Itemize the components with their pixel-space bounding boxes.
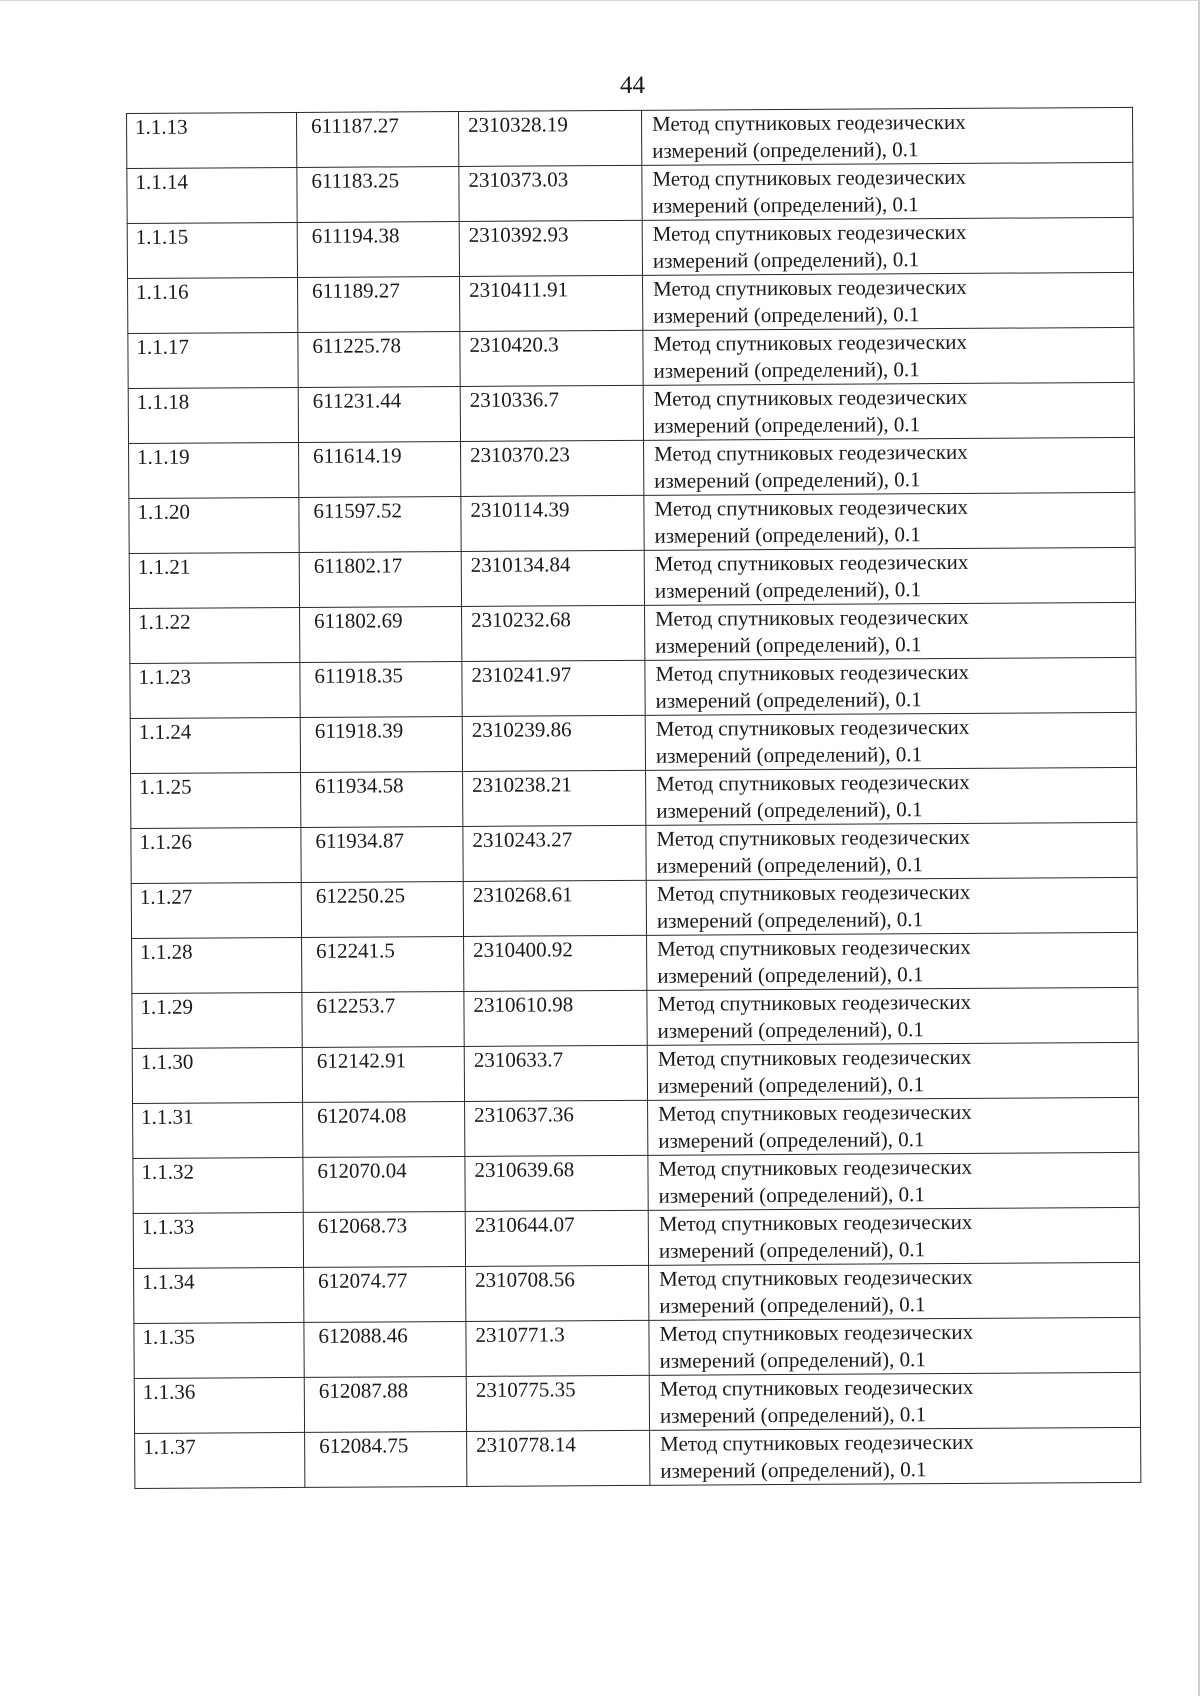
method-text-line-2: измерений (определений), 0.1	[656, 907, 924, 933]
x-coordinate-cell: 611934.58	[301, 771, 463, 827]
method-text-line-2: измерений (определений), 0.1	[652, 137, 919, 163]
point-number-cell: 1.1.26	[131, 827, 301, 883]
x-coordinate-cell: 612074.77	[304, 1266, 466, 1322]
x-coordinate-cell: 611802.69	[300, 606, 462, 662]
method-text-line-1: Метод спутниковых геодезических	[653, 384, 968, 411]
method-accuracy-cell	[647, 932, 1138, 990]
method-accuracy-cell	[643, 382, 1134, 440]
point-number-cell: 1.1.17	[128, 332, 298, 388]
table-row	[127, 162, 1133, 223]
coordinates-table-body	[127, 107, 1141, 1488]
method-accuracy-cell	[650, 1427, 1141, 1485]
y-coordinate-cell: 2310644.07	[465, 1210, 648, 1266]
point-number-cell: 1.1.32	[133, 1157, 303, 1213]
table-row	[135, 1427, 1141, 1488]
y-coordinate-cell: 2310637.36	[465, 1100, 648, 1156]
method-accuracy-cell	[644, 492, 1135, 550]
x-coordinate-cell: 611183.25	[297, 166, 459, 222]
method-accuracy-cell	[649, 1317, 1140, 1375]
point-number-cell: 1.1.31	[133, 1102, 303, 1158]
method-text-line-1: Метод спутниковых геодезических	[658, 1099, 972, 1126]
table-row	[129, 547, 1135, 608]
method-text-line-2: измерений (определений), 0.1	[655, 742, 923, 768]
point-number-cell: 1.1.15	[127, 222, 297, 278]
x-coordinate-cell: 612084.75	[305, 1431, 467, 1487]
table-row	[134, 1317, 1140, 1378]
method-accuracy-cell	[644, 547, 1135, 605]
page-number: 44	[620, 72, 645, 99]
method-text-line-2: измерений (определений), 0.1	[653, 412, 921, 438]
table-row	[132, 932, 1138, 993]
method-text-line-1: Метод спутниковых геодезических	[658, 1209, 973, 1236]
x-coordinate-cell: 611597.52	[299, 496, 461, 552]
y-coordinate-cell: 2310708.56	[466, 1265, 649, 1321]
method-text-line-2: измерений (определений), 0.1	[657, 1072, 925, 1098]
method-accuracy-cell	[643, 327, 1134, 385]
y-coordinate-cell: 2310373.03	[459, 165, 642, 221]
y-coordinate-cell: 2310411.91	[460, 275, 643, 331]
method-text-line-2: измерений (определений), 0.1	[654, 577, 922, 603]
method-accuracy-cell	[642, 217, 1133, 275]
point-number-cell: 1.1.27	[131, 882, 301, 938]
x-coordinate-cell: 611194.38	[297, 221, 459, 277]
point-number-cell: 1.1.24	[130, 717, 300, 773]
method-text-line-1: Метод спутниковых геодезических	[656, 769, 970, 796]
point-number-cell: 1.1.19	[129, 442, 299, 498]
method-accuracy-cell	[646, 767, 1137, 825]
method-text-line-2: измерений (определений), 0.1	[653, 302, 920, 328]
method-accuracy-cell	[648, 1152, 1139, 1210]
x-coordinate-cell: 611918.35	[300, 661, 462, 717]
y-coordinate-cell: 2310243.27	[463, 825, 646, 881]
method-text-line-1: Метод спутниковых геодезических	[659, 1264, 973, 1291]
point-number-cell: 1.1.20	[129, 497, 299, 553]
point-number-cell: 1.1.30	[132, 1047, 302, 1103]
x-coordinate-cell: 612142.91	[302, 1046, 464, 1102]
table-row	[129, 492, 1135, 553]
point-number-cell: 1.1.35	[134, 1322, 304, 1378]
method-text-line-1: Метод спутниковых геодезических	[652, 219, 967, 246]
point-number-cell: 1.1.23	[130, 662, 300, 718]
table-row	[128, 327, 1134, 388]
method-accuracy-cell	[645, 657, 1136, 715]
method-text-line-2: измерений (определений), 0.1	[656, 852, 923, 878]
y-coordinate-cell: 2310400.92	[464, 935, 647, 991]
method-text-line-1: Метод спутниковых геодезических	[657, 934, 971, 961]
point-number-cell: 1.1.29	[132, 992, 302, 1048]
y-coordinate-cell: 2310610.98	[464, 990, 647, 1046]
y-coordinate-cell: 2310370.23	[461, 440, 644, 496]
method-accuracy-cell	[646, 822, 1137, 880]
point-number-cell: 1.1.16	[128, 277, 298, 333]
y-coordinate-cell: 2310134.84	[461, 550, 644, 606]
method-text-line-1: Метод спутниковых геодезических	[653, 274, 967, 301]
x-coordinate-cell: 611614.19	[299, 441, 461, 497]
point-number-cell: 1.1.33	[133, 1212, 303, 1268]
table-row	[134, 1262, 1140, 1323]
y-coordinate-cell: 2310420.3	[460, 330, 643, 386]
method-text-line-2: измерений (определений), 0.1	[654, 467, 921, 493]
y-coordinate-cell: 2310639.68	[465, 1155, 648, 1211]
method-accuracy-cell	[643, 272, 1134, 330]
y-coordinate-cell: 2310114.39	[461, 495, 644, 551]
method-text-line-1: Метод спутниковых геодезических	[652, 109, 966, 136]
point-number-cell: 1.1.21	[129, 552, 299, 608]
y-coordinate-cell: 2310775.35	[466, 1375, 649, 1431]
y-coordinate-cell: 2310336.7	[460, 385, 643, 441]
table-row	[134, 1372, 1140, 1433]
table-row	[127, 217, 1133, 278]
method-text-line-2: измерений (определений), 0.1	[659, 1402, 927, 1428]
method-accuracy-cell	[647, 1042, 1138, 1100]
x-coordinate-cell: 612068.73	[303, 1211, 465, 1267]
table-row	[130, 602, 1136, 663]
y-coordinate-cell: 2310239.86	[462, 715, 645, 771]
table-row	[132, 987, 1138, 1048]
y-coordinate-cell: 2310232.68	[462, 605, 645, 661]
method-accuracy-cell	[645, 712, 1136, 770]
table-row	[133, 1152, 1139, 1213]
method-text-line-1: Метод спутниковых геодезических	[659, 1319, 974, 1346]
x-coordinate-cell: 612070.04	[303, 1156, 465, 1212]
method-accuracy-cell	[645, 602, 1136, 660]
x-coordinate-cell: 611187.27	[296, 111, 458, 167]
method-accuracy-cell	[647, 987, 1138, 1045]
method-text-line-1: Метод спутниковых геодезических	[652, 164, 967, 191]
x-coordinate-cell: 611802.17	[299, 551, 461, 607]
point-number-cell: 1.1.36	[134, 1377, 304, 1433]
x-coordinate-cell: 611225.78	[298, 331, 460, 387]
method-text-line-2: измерений (определений), 0.1	[656, 797, 923, 823]
method-text-line-1: Метод спутниковых геодезических	[654, 549, 969, 576]
y-coordinate-cell: 2310633.7	[464, 1045, 647, 1101]
method-accuracy-cell	[649, 1262, 1140, 1320]
method-text-line-2: измерений (определений), 0.1	[657, 1017, 924, 1043]
method-text-line-2: измерений (определений), 0.1	[652, 192, 919, 218]
method-accuracy-cell	[648, 1097, 1139, 1155]
table-row	[131, 767, 1137, 828]
method-text-line-2: измерений (определений), 0.1	[658, 1182, 925, 1208]
method-text-line-2: измерений (определений), 0.1	[654, 522, 921, 548]
method-accuracy-cell	[648, 1207, 1139, 1265]
method-text-line-1: Метод спутниковых геодезических	[656, 824, 971, 851]
method-accuracy-cell	[649, 1372, 1140, 1430]
method-accuracy-cell	[642, 162, 1133, 220]
table-row	[128, 382, 1134, 443]
method-text-line-1: Метод спутниковых геодезических	[657, 989, 972, 1016]
y-coordinate-cell: 2310238.21	[463, 770, 646, 826]
method-accuracy-cell	[644, 437, 1135, 495]
method-accuracy-cell	[646, 877, 1137, 935]
table-row	[131, 877, 1137, 938]
method-text-line-1: Метод спутниковых геодезических	[658, 1154, 973, 1181]
method-text-line-2: измерений (определений), 0.1	[659, 1292, 926, 1318]
method-text-line-1: Метод спутниковых геодезических	[655, 604, 969, 631]
method-text-line-1: Метод спутниковых геодезических	[654, 439, 968, 466]
method-text-line-1: Метод спутниковых геодезических	[657, 1044, 972, 1071]
method-text-line-2: измерений (определений), 0.1	[659, 1347, 926, 1373]
x-coordinate-cell: 612253.7	[302, 991, 464, 1047]
table-row	[133, 1207, 1139, 1268]
method-text-line-1: Метод спутниковых геодезических	[659, 1374, 974, 1401]
table-row	[133, 1097, 1139, 1158]
point-number-cell: 1.1.37	[135, 1432, 305, 1488]
point-number-cell: 1.1.22	[130, 607, 300, 663]
table-row	[131, 822, 1137, 883]
x-coordinate-cell: 612250.25	[301, 881, 463, 937]
x-coordinate-cell: 611918.39	[300, 716, 462, 772]
point-number-cell: 1.1.18	[128, 387, 298, 443]
method-text-line-1: Метод спутниковых геодезических	[655, 714, 970, 741]
point-number-cell: 1.1.25	[131, 772, 301, 828]
table-row	[130, 657, 1136, 718]
method-text-line-2: измерений (определений), 0.1	[655, 687, 922, 713]
x-coordinate-cell: 612241.5	[302, 936, 464, 992]
x-coordinate-cell: 611231.44	[298, 386, 460, 442]
point-number-cell: 1.1.14	[127, 167, 297, 223]
y-coordinate-cell: 2310268.61	[463, 880, 646, 936]
method-text-line-1: Метод спутниковых геодезических	[656, 879, 971, 906]
y-coordinate-cell: 2310328.19	[458, 110, 641, 166]
method-accuracy-cell	[641, 107, 1132, 165]
method-text-line-2: измерений (определений), 0.1	[653, 357, 920, 383]
point-number-cell: 1.1.28	[132, 937, 302, 993]
method-text-line-2: измерений (определений), 0.1	[658, 1237, 926, 1263]
method-text-line-1: Метод спутниковых геодезических	[653, 329, 968, 356]
x-coordinate-cell: 612088.46	[304, 1321, 466, 1377]
x-coordinate-cell: 612074.08	[303, 1101, 465, 1157]
table-row	[130, 712, 1136, 773]
coordinates-table	[126, 107, 1141, 1489]
point-number-cell: 1.1.34	[134, 1267, 304, 1323]
method-text-line-1: Метод спутниковых геодезических	[654, 494, 969, 521]
x-coordinate-cell: 611189.27	[298, 276, 460, 332]
table-row	[129, 437, 1135, 498]
point-number-cell: 1.1.13	[127, 112, 297, 168]
method-text-line-2: измерений (определений), 0.1	[652, 247, 920, 273]
x-coordinate-cell: 612087.88	[304, 1376, 466, 1432]
method-text-line-2: измерений (определений), 0.1	[660, 1457, 927, 1483]
method-text-line-1: Метод спутниковых геодезических	[655, 659, 970, 686]
x-coordinate-cell: 611934.87	[301, 826, 463, 882]
method-text-line-2: измерений (определений), 0.1	[658, 1127, 925, 1153]
table-row	[132, 1042, 1138, 1103]
y-coordinate-cell: 2310778.14	[467, 1430, 650, 1486]
table-row	[127, 107, 1133, 168]
method-text-line-2: измерений (определений), 0.1	[657, 962, 924, 988]
method-text-line-1: Метод спутниковых геодезических	[660, 1429, 974, 1456]
y-coordinate-cell: 2310392.93	[459, 220, 642, 276]
method-text-line-2: измерений (определений), 0.1	[655, 632, 922, 658]
y-coordinate-cell: 2310241.97	[462, 660, 645, 716]
y-coordinate-cell: 2310771.3	[466, 1320, 649, 1376]
table-row	[128, 272, 1134, 333]
